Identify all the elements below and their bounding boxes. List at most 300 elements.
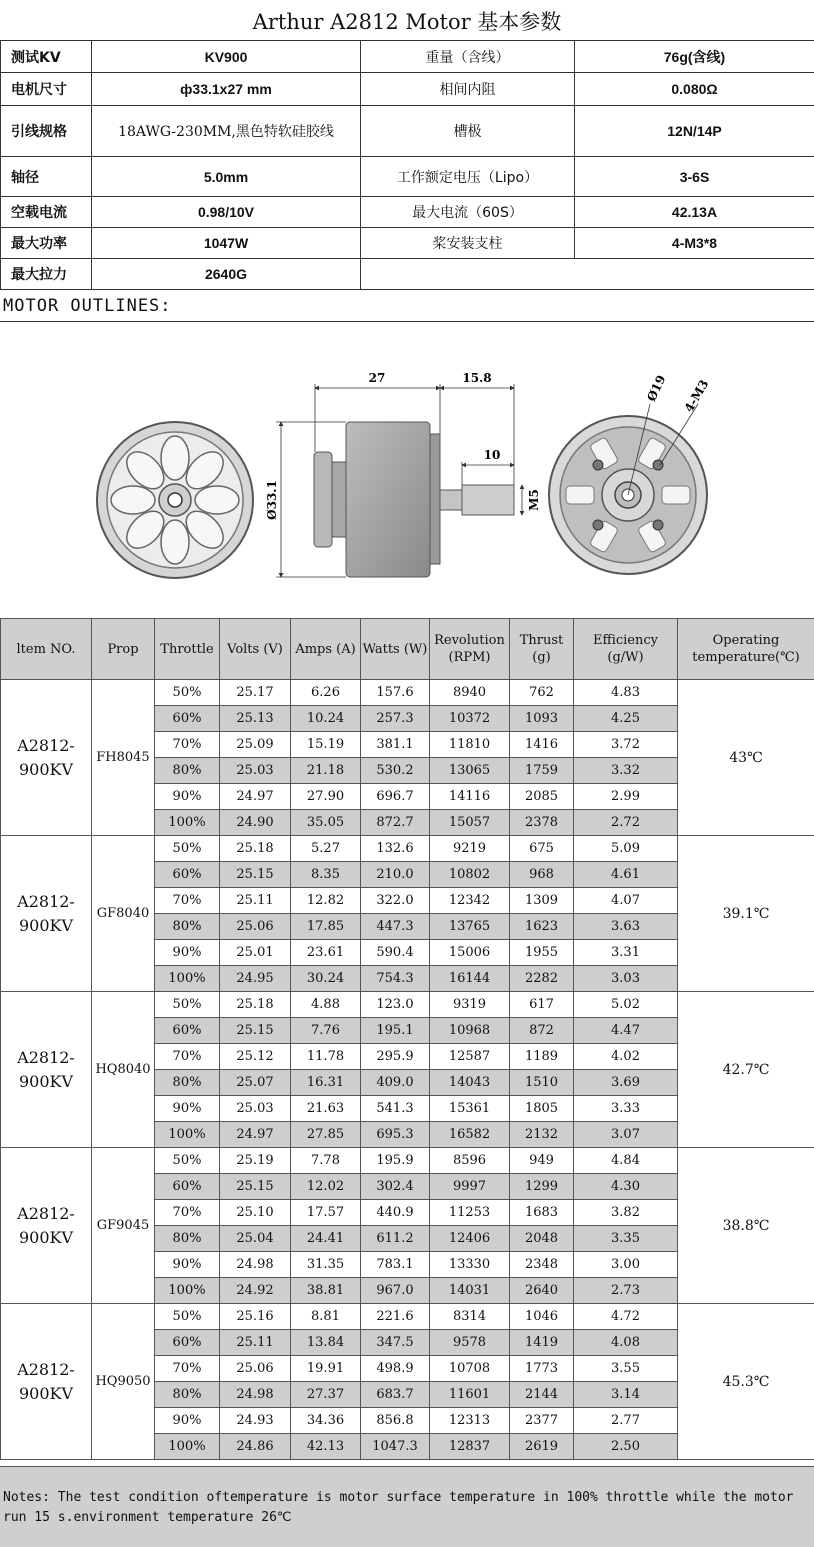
cell-amps: 15.19	[291, 732, 361, 758]
cell-efficiency: 3.32	[574, 758, 678, 784]
cell-thrust: 949	[510, 1148, 574, 1174]
spec-label: 空载电流	[1, 197, 92, 228]
cell-watts: 195.9	[361, 1148, 430, 1174]
cell-efficiency: 4.08	[574, 1330, 678, 1356]
cell-efficiency: 4.47	[574, 1018, 678, 1044]
cell-rpm: 13765	[430, 914, 510, 940]
cell-thrust: 1309	[510, 888, 574, 914]
cell-rpm: 12406	[430, 1226, 510, 1252]
cell-watts: 381.1	[361, 732, 430, 758]
spec-label: 桨安装支柱	[361, 228, 575, 259]
cell-throttle: 100%	[155, 1278, 220, 1304]
cell-thrust: 1189	[510, 1044, 574, 1070]
spec-value: 5.0mm	[92, 157, 361, 197]
cell-throttle: 80%	[155, 1382, 220, 1408]
cell-prop: HQ8040	[92, 992, 155, 1148]
cell-efficiency: 3.00	[574, 1252, 678, 1278]
cell-temperature: 39.1℃	[678, 836, 814, 992]
cell-rpm: 11253	[430, 1200, 510, 1226]
cell-efficiency: 3.82	[574, 1200, 678, 1226]
mount-hole-icon	[593, 520, 603, 530]
spec-value: 12N/14P	[575, 106, 814, 157]
cell-thrust: 1093	[510, 706, 574, 732]
cell-amps: 30.24	[291, 966, 361, 992]
cell-rpm: 10968	[430, 1018, 510, 1044]
cell-throttle: 50%	[155, 992, 220, 1018]
cell-efficiency: 4.84	[574, 1148, 678, 1174]
cell-volts: 24.93	[220, 1408, 291, 1434]
cell-throttle: 60%	[155, 1330, 220, 1356]
cell-amps: 8.81	[291, 1304, 361, 1330]
cell-watts: 447.3	[361, 914, 430, 940]
cell-rpm: 14116	[430, 784, 510, 810]
cell-thrust: 2348	[510, 1252, 574, 1278]
cell-efficiency: 4.83	[574, 680, 678, 706]
header-volts: Volts (V)	[220, 619, 291, 680]
cell-temperature: 38.8℃	[678, 1148, 814, 1304]
cell-throttle: 100%	[155, 810, 220, 836]
mount-hole-icon	[653, 520, 663, 530]
cell-rpm: 15361	[430, 1096, 510, 1122]
cell-volts: 25.19	[220, 1148, 291, 1174]
cell-amps: 12.02	[291, 1174, 361, 1200]
header-throttle: Throttle	[155, 619, 220, 680]
cell-volts: 25.11	[220, 1330, 291, 1356]
header-item: ltem NO.	[1, 619, 92, 680]
cell-prop: GF8040	[92, 836, 155, 992]
dim-length-label: 27	[368, 371, 386, 385]
cell-watts: 195.1	[361, 1018, 430, 1044]
spec-value: 0.080Ω	[575, 73, 814, 106]
cell-rpm: 15057	[430, 810, 510, 836]
cell-watts: 123.0	[361, 992, 430, 1018]
cell-efficiency: 3.35	[574, 1226, 678, 1252]
cell-thrust: 1683	[510, 1200, 574, 1226]
cell-thrust: 2282	[510, 966, 574, 992]
cell-amps: 42.13	[291, 1434, 361, 1460]
performance-table	[0, 618, 814, 1460]
cell-amps: 35.05	[291, 810, 361, 836]
cell-watts: 322.0	[361, 888, 430, 914]
cell-efficiency: 4.72	[574, 1304, 678, 1330]
cell-rpm: 12342	[430, 888, 510, 914]
cell-efficiency: 5.09	[574, 836, 678, 862]
cell-amps: 38.81	[291, 1278, 361, 1304]
cell-volts: 25.09	[220, 732, 291, 758]
cell-rpm: 8314	[430, 1304, 510, 1330]
cell-efficiency: 3.55	[574, 1356, 678, 1382]
cell-throttle: 70%	[155, 1044, 220, 1070]
cell-watts: 611.2	[361, 1226, 430, 1252]
cell-volts: 25.06	[220, 914, 291, 940]
cell-throttle: 80%	[155, 758, 220, 784]
dim-thread-label: 10	[483, 448, 501, 462]
cell-efficiency: 4.30	[574, 1174, 678, 1200]
cell-watts: 157.6	[361, 680, 430, 706]
cell-volts: 25.18	[220, 836, 291, 862]
cell-temperature: 45.3℃	[678, 1304, 814, 1460]
cell-amps: 6.26	[291, 680, 361, 706]
cell-item: A2812-900KV	[1, 1148, 92, 1304]
cell-amps: 24.41	[291, 1226, 361, 1252]
dim-shaft-label: 15.8	[462, 371, 492, 385]
cell-thrust: 1419	[510, 1330, 574, 1356]
cell-watts: 347.5	[361, 1330, 430, 1356]
cell-amps: 34.36	[291, 1408, 361, 1434]
cell-efficiency: 2.99	[574, 784, 678, 810]
cell-throttle: 50%	[155, 836, 220, 862]
cell-temperature: 42.7℃	[678, 992, 814, 1148]
cell-amps: 17.57	[291, 1200, 361, 1226]
header-efficiency: Efficiency (g/W)	[574, 619, 678, 680]
mount-hole-icon	[653, 460, 663, 470]
header-watts: Watts (W)	[361, 619, 430, 680]
cell-thrust: 1510	[510, 1070, 574, 1096]
cell-volts: 24.98	[220, 1252, 291, 1278]
cell-thrust: 675	[510, 836, 574, 862]
spec-row	[1, 228, 814, 259]
cell-amps: 31.35	[291, 1252, 361, 1278]
cell-thrust: 2378	[510, 810, 574, 836]
spec-label: 轴径	[1, 157, 92, 197]
cell-volts: 25.03	[220, 758, 291, 784]
cell-throttle: 70%	[155, 1200, 220, 1226]
vent-slot-icon	[566, 486, 594, 504]
spec-row	[1, 41, 814, 73]
spec-row	[1, 197, 814, 228]
cell-watts: 683.7	[361, 1382, 430, 1408]
cell-amps: 17.85	[291, 914, 361, 940]
cell-watts: 498.9	[361, 1356, 430, 1382]
cell-rpm: 11601	[430, 1382, 510, 1408]
cell-efficiency: 5.02	[574, 992, 678, 1018]
cell-thrust: 1759	[510, 758, 574, 784]
spec-label: 最大电流（60S）	[361, 197, 575, 228]
rotor-spoke-icon	[161, 520, 189, 564]
cell-efficiency: 4.25	[574, 706, 678, 732]
cell-throttle: 80%	[155, 914, 220, 940]
cell-throttle: 70%	[155, 732, 220, 758]
cell-amps: 7.76	[291, 1018, 361, 1044]
spec-value: 18AWG-230MM,黑色特软硅胶线	[92, 106, 361, 157]
cell-prop: FH8045	[92, 680, 155, 836]
dim-holes-label: 4-M3	[681, 377, 712, 415]
cell-prop: HQ9050	[92, 1304, 155, 1460]
cell-temperature: 43℃	[678, 680, 814, 836]
cell-thrust: 2085	[510, 784, 574, 810]
cell-volts: 25.16	[220, 1304, 291, 1330]
cell-watts: 783.1	[361, 1252, 430, 1278]
cell-efficiency: 3.69	[574, 1070, 678, 1096]
cell-watts: 295.9	[361, 1044, 430, 1070]
mount-hole-icon	[593, 460, 603, 470]
rotor-spoke-icon	[195, 486, 239, 514]
dim-pcd-label: Ø19	[644, 373, 669, 404]
cell-throttle: 90%	[155, 784, 220, 810]
table-row	[1, 1148, 814, 1174]
cell-watts: 1047.3	[361, 1434, 430, 1460]
cell-volts: 25.17	[220, 680, 291, 706]
cell-amps: 23.61	[291, 940, 361, 966]
cell-efficiency: 4.02	[574, 1044, 678, 1070]
cell-volts: 24.92	[220, 1278, 291, 1304]
cell-volts: 25.12	[220, 1044, 291, 1070]
cell-volts: 24.95	[220, 966, 291, 992]
cell-thrust: 968	[510, 862, 574, 888]
cell-thrust: 1299	[510, 1174, 574, 1200]
cell-throttle: 90%	[155, 1408, 220, 1434]
cell-efficiency: 3.72	[574, 732, 678, 758]
spec-row	[1, 106, 814, 157]
cell-thrust: 1805	[510, 1096, 574, 1122]
spec-label: 引线规格	[1, 106, 92, 157]
cell-rpm: 9997	[430, 1174, 510, 1200]
spec-label: 电机尺寸	[1, 73, 92, 106]
cell-amps: 10.24	[291, 706, 361, 732]
cell-watts: 590.4	[361, 940, 430, 966]
cell-efficiency: 4.07	[574, 888, 678, 914]
cell-volts: 24.97	[220, 784, 291, 810]
cell-watts: 696.7	[361, 784, 430, 810]
cell-rpm: 13065	[430, 758, 510, 784]
cell-amps: 12.82	[291, 888, 361, 914]
cell-rpm: 16144	[430, 966, 510, 992]
cell-thrust: 1955	[510, 940, 574, 966]
motor-front-view-icon	[97, 422, 253, 578]
cell-efficiency: 3.33	[574, 1096, 678, 1122]
motor-outline-drawing	[0, 322, 814, 618]
spec-value: 76g(含线)	[575, 41, 814, 73]
cell-throttle: 50%	[155, 1304, 220, 1330]
rotor-spoke-icon	[111, 486, 155, 514]
cell-watts: 409.0	[361, 1070, 430, 1096]
cell-watts: 530.2	[361, 758, 430, 784]
table-row	[1, 680, 814, 706]
spec-value: ф33.1x27 mm	[92, 73, 361, 106]
cell-item: A2812-900KV	[1, 836, 92, 992]
cell-rpm: 10802	[430, 862, 510, 888]
cell-efficiency: 2.50	[574, 1434, 678, 1460]
cell-rpm: 8596	[430, 1148, 510, 1174]
spec-row	[1, 157, 814, 197]
cell-watts: 440.9	[361, 1200, 430, 1226]
spec-label: 重量（含线）	[361, 41, 575, 73]
cell-volts: 25.15	[220, 1018, 291, 1044]
cell-efficiency: 3.31	[574, 940, 678, 966]
cell-throttle: 60%	[155, 1174, 220, 1200]
cell-throttle: 60%	[155, 862, 220, 888]
cell-throttle: 100%	[155, 966, 220, 992]
spec-value: KV900	[92, 41, 361, 73]
cell-amps: 7.78	[291, 1148, 361, 1174]
cell-prop: GF9045	[92, 1148, 155, 1304]
cell-thrust: 1773	[510, 1356, 574, 1382]
cell-item: A2812-900KV	[1, 992, 92, 1148]
cell-volts: 25.10	[220, 1200, 291, 1226]
motor-outlines-heading: MOTOR OUTLINES:	[3, 296, 172, 316]
cell-volts: 25.04	[220, 1226, 291, 1252]
cell-thrust: 2132	[510, 1122, 574, 1148]
cell-rpm: 9219	[430, 836, 510, 862]
cell-amps: 5.27	[291, 836, 361, 862]
spec-value: 2640G	[92, 259, 361, 290]
spec-value: 0.98/10V	[92, 197, 361, 228]
cell-efficiency: 3.07	[574, 1122, 678, 1148]
cell-thrust: 872	[510, 1018, 574, 1044]
cell-throttle: 60%	[155, 706, 220, 732]
cell-rpm: 14043	[430, 1070, 510, 1096]
cell-amps: 8.35	[291, 862, 361, 888]
cell-thrust: 2048	[510, 1226, 574, 1252]
test-notes: Notes: The test condition oftemperature is motor surface temperature in 100% throttle while the motor run 15 s.environment temperature 26℃	[0, 1466, 814, 1547]
spec-label: 测试KV	[1, 41, 92, 73]
cell-rpm: 10372	[430, 706, 510, 732]
cell-volts: 25.15	[220, 1174, 291, 1200]
cell-volts: 25.01	[220, 940, 291, 966]
cell-thrust: 2640	[510, 1278, 574, 1304]
cell-throttle: 50%	[155, 680, 220, 706]
cell-throttle: 70%	[155, 888, 220, 914]
cell-volts: 25.13	[220, 706, 291, 732]
spec-label: 槽极	[361, 106, 575, 157]
table-row	[1, 836, 814, 862]
cell-amps: 27.90	[291, 784, 361, 810]
cell-volts: 25.07	[220, 1070, 291, 1096]
cell-volts: 24.90	[220, 810, 291, 836]
spec-label: 工作额定电压（Lipo）	[361, 157, 575, 197]
cell-watts: 967.0	[361, 1278, 430, 1304]
cell-amps: 16.31	[291, 1070, 361, 1096]
cell-rpm: 12313	[430, 1408, 510, 1434]
cell-efficiency: 2.72	[574, 810, 678, 836]
cell-thrust: 1623	[510, 914, 574, 940]
spec-row	[1, 259, 814, 290]
cell-thrust: 2144	[510, 1382, 574, 1408]
cell-volts: 25.15	[220, 862, 291, 888]
spec-value: 1047W	[92, 228, 361, 259]
spec-label: 最大拉力	[1, 259, 92, 290]
header-prop: Prop	[92, 619, 155, 680]
cell-watts: 856.8	[361, 1408, 430, 1434]
cell-rpm: 11810	[430, 732, 510, 758]
cell-throttle: 90%	[155, 1096, 220, 1122]
cell-thrust: 1416	[510, 732, 574, 758]
cell-rpm: 9578	[430, 1330, 510, 1356]
cell-watts: 695.3	[361, 1122, 430, 1148]
cell-volts: 25.18	[220, 992, 291, 1018]
cell-watts: 754.3	[361, 966, 430, 992]
cell-thrust: 2619	[510, 1434, 574, 1460]
cell-volts: 24.86	[220, 1434, 291, 1460]
cell-thrust: 762	[510, 680, 574, 706]
cell-amps: 27.85	[291, 1122, 361, 1148]
rotor-spoke-icon	[161, 436, 189, 480]
page-title: Arthur A2812 Motor 基本参数	[252, 10, 562, 34]
cell-amps: 21.18	[291, 758, 361, 784]
cell-watts: 210.0	[361, 862, 430, 888]
spec-table	[0, 40, 814, 290]
performance-header-row	[1, 619, 814, 680]
cell-item: A2812-900KV	[1, 680, 92, 836]
cell-throttle: 50%	[155, 1148, 220, 1174]
cell-watts: 132.6	[361, 836, 430, 862]
cell-efficiency: 3.03	[574, 966, 678, 992]
cell-watts: 872.7	[361, 810, 430, 836]
cell-thrust: 1046	[510, 1304, 574, 1330]
cell-watts: 221.6	[361, 1304, 430, 1330]
cell-rpm: 10708	[430, 1356, 510, 1382]
cell-rpm: 15006	[430, 940, 510, 966]
motor-side-view-icon	[265, 371, 541, 577]
dim-diameter-label: Ø33.1	[265, 480, 279, 520]
cell-rpm: 12587	[430, 1044, 510, 1070]
dim-thread-size-label: M5	[527, 489, 541, 511]
cell-amps: 11.78	[291, 1044, 361, 1070]
spec-label: 最大功率	[1, 228, 92, 259]
spec-value: 3-6S	[575, 157, 814, 197]
cell-amps: 4.88	[291, 992, 361, 1018]
cell-amps: 13.84	[291, 1330, 361, 1356]
cell-throttle: 80%	[155, 1070, 220, 1096]
header-thrust: Thrust (g)	[510, 619, 574, 680]
cell-volts: 25.11	[220, 888, 291, 914]
cell-watts: 257.3	[361, 706, 430, 732]
cell-rpm: 14031	[430, 1278, 510, 1304]
cell-watts: 541.3	[361, 1096, 430, 1122]
motor-rear-view-icon	[549, 373, 711, 574]
header-temperature: Operating temperature(℃)	[678, 619, 814, 680]
cell-volts: 25.03	[220, 1096, 291, 1122]
cell-rpm: 16582	[430, 1122, 510, 1148]
spec-empty-cell	[361, 259, 814, 290]
cell-amps: 19.91	[291, 1356, 361, 1382]
cell-rpm: 13330	[430, 1252, 510, 1278]
cell-throttle: 100%	[155, 1122, 220, 1148]
cell-throttle: 60%	[155, 1018, 220, 1044]
cell-efficiency: 2.77	[574, 1408, 678, 1434]
vent-slot-icon	[662, 486, 690, 504]
cell-thrust: 2377	[510, 1408, 574, 1434]
cell-rpm: 9319	[430, 992, 510, 1018]
spec-label: 相间内阻	[361, 73, 575, 106]
cell-rpm: 8940	[430, 680, 510, 706]
spec-row	[1, 73, 814, 106]
cell-volts: 25.06	[220, 1356, 291, 1382]
cell-thrust: 617	[510, 992, 574, 1018]
cell-throttle: 80%	[155, 1226, 220, 1252]
cell-amps: 27.37	[291, 1382, 361, 1408]
cell-efficiency: 3.14	[574, 1382, 678, 1408]
cell-item: A2812-900KV	[1, 1304, 92, 1460]
cell-efficiency: 3.63	[574, 914, 678, 940]
table-row	[1, 1304, 814, 1330]
header-rpm: Revolution (RPM)	[430, 619, 510, 680]
cell-volts: 24.97	[220, 1122, 291, 1148]
cell-throttle: 90%	[155, 940, 220, 966]
cell-efficiency: 2.73	[574, 1278, 678, 1304]
cell-volts: 24.98	[220, 1382, 291, 1408]
cell-watts: 302.4	[361, 1174, 430, 1200]
cell-throttle: 100%	[155, 1434, 220, 1460]
cell-rpm: 12837	[430, 1434, 510, 1460]
cell-throttle: 90%	[155, 1252, 220, 1278]
cell-throttle: 70%	[155, 1356, 220, 1382]
cell-amps: 21.63	[291, 1096, 361, 1122]
header-amps: Amps (A)	[291, 619, 361, 680]
table-row	[1, 992, 814, 1018]
cell-efficiency: 4.61	[574, 862, 678, 888]
spec-value: 42.13A	[575, 197, 814, 228]
